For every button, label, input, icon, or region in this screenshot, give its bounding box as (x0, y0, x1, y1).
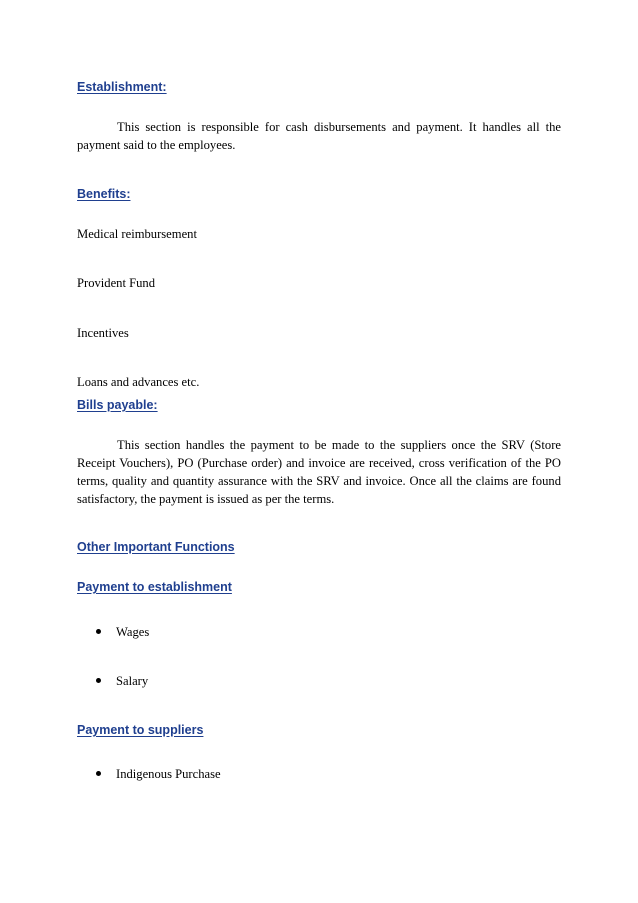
benefit-item-incentives: Incentives (77, 326, 129, 340)
establishment-heading: Establishment: (77, 80, 167, 94)
other-functions-heading: Other Important Functions (77, 540, 235, 554)
bills-payable-paragraph: This section handles the payment to be made to the suppliers once the SRV (Store Receipt Vouchers), PO (Purchase order) and invoice are received, cross verification of the PO terms, quality and quantity assurance with the SRV and invoice. Once all the claims are found satisfactory, the payment is issued as per the terms. (77, 438, 561, 506)
benefit-item-loans: Loans and advances etc. (77, 375, 200, 389)
list-item-label: Indigenous Purchase (116, 767, 221, 781)
payment-to-suppliers-heading: Payment to suppliers (77, 723, 204, 737)
payment-to-establishment-heading: Payment to establishment (77, 580, 232, 594)
bills-payable-heading: Bills payable: (77, 398, 158, 412)
benefit-item-medical: Medical reimbursement (77, 227, 197, 241)
benefit-item-provident-fund: Provident Fund (77, 276, 156, 290)
benefits-heading: Benefits: (77, 187, 131, 201)
bullet-icon (96, 678, 101, 683)
list-item-label: Wages (116, 625, 150, 639)
bullet-icon (96, 629, 101, 634)
list-item-label: Salary (116, 674, 149, 688)
bullet-icon (96, 771, 101, 776)
establishment-paragraph: This section is responsible for cash disbursements and payment. It handles all the payment said to the employees. (77, 120, 561, 152)
